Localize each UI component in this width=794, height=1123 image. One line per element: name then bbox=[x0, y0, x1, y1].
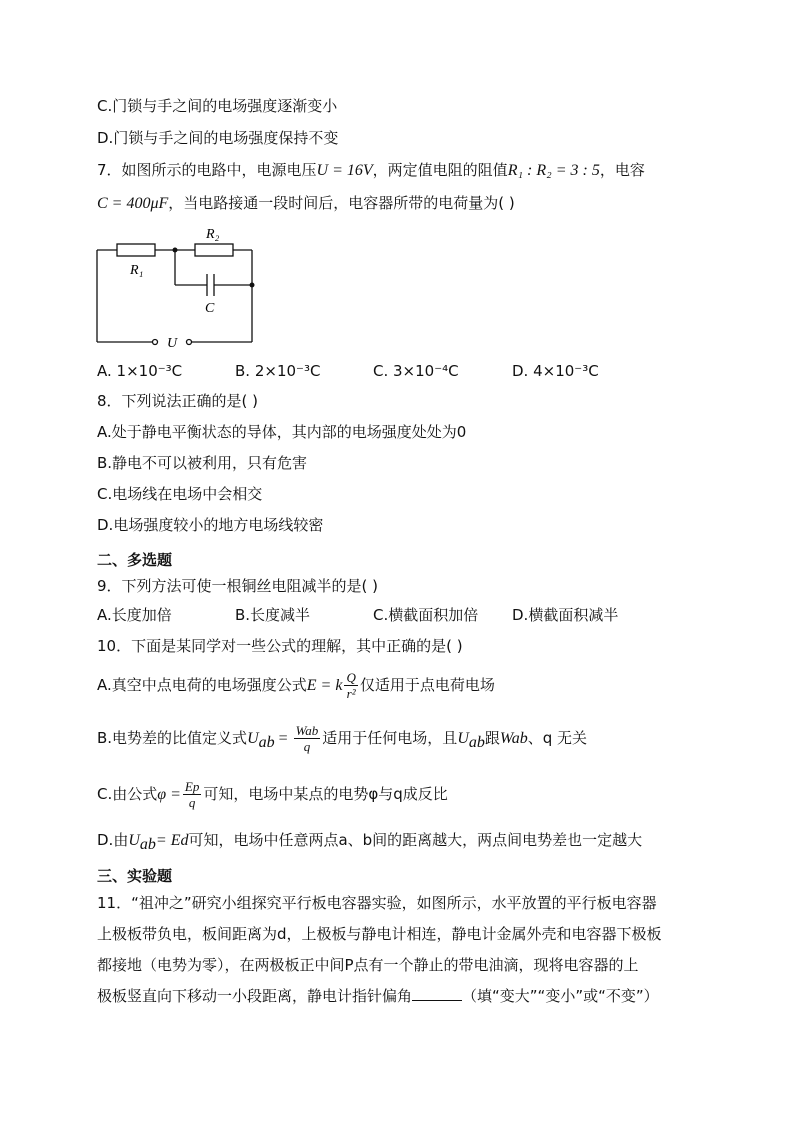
q11-line4: 极板竖直向下移动一小段距离，静电计指针偏角 （填“变大”“变小”或“不变”） bbox=[97, 987, 659, 1005]
label-r1: R₁ bbox=[130, 263, 144, 278]
q10-option-b: B.电势差的比值定义式$U_{ab}$ = $\frac{\text{Wab}}{q}$ 适用于任何电场，且$U_{ab}$跟Wab、q 无关 bbox=[97, 723, 588, 754]
q10-option-d: D.由$U_{ab}= Ed$可知，电场中任意两点a、b间的距离越大，两点间电势差也一定越大 bbox=[97, 831, 643, 853]
circuit-diagram bbox=[90, 222, 265, 352]
q9-option-c: C.横截面积加倍 bbox=[373, 606, 479, 624]
q7-option-c: C. 3×10⁻⁴C bbox=[373, 362, 459, 380]
answer-blank[interactable] bbox=[412, 986, 462, 1001]
q7-stem-line2: C = 400μF，当电路接通一段时间后，电容器所带的电荷量为( ) bbox=[97, 194, 515, 212]
q9-stem: 9．下列方法可使一根铜丝电阻减半的是( ) bbox=[97, 577, 379, 595]
q9-option-b: B.长度减半 bbox=[235, 606, 311, 624]
q11-line3: 都接地（电势为零），在两极板正中间P点有一个静止的带电油滴，现将电容器的上 bbox=[97, 956, 639, 974]
q8-option-b: B.静电不可以被利用，只有危害 bbox=[97, 454, 308, 472]
q8-option-c: C.电场线在电场中会相交 bbox=[97, 485, 263, 503]
resistor-r2 bbox=[195, 244, 233, 256]
q10-option-a: A.真空中点电荷的电场强度公式E = k $\frac{Q}{\text{r²}}$ 仅适用于点电荷电场 bbox=[97, 670, 495, 701]
section-title-experiment: 三、实验题 bbox=[97, 867, 173, 885]
q8-option-d: D.电场强度较小的地方电场线较密 bbox=[97, 516, 324, 534]
q7-option-d: D. 4×10⁻³C bbox=[512, 362, 599, 380]
section-title-multiple-choice: 二、多选题 bbox=[97, 551, 173, 569]
q10-stem: 10．下面是某同学对一些公式的理解，其中正确的是( ) bbox=[97, 637, 463, 655]
q7-stem-line1: 7．如图所示的电路中，电源电压U = 16V，两定值电阻的阻值R₁ : R₂ = 3 : 5，电容 bbox=[97, 161, 645, 179]
q7-option-a: A. 1×10⁻³C bbox=[97, 362, 183, 380]
label-r2: R₂ bbox=[206, 227, 220, 242]
q7-option-b: B. 2×10⁻³C bbox=[235, 362, 321, 380]
terminal-left bbox=[153, 340, 158, 345]
label-u: U bbox=[167, 336, 178, 351]
q11-line2: 上极板带负电，板间距离为d，上极板与静电计相连，静电计金属外壳和电容器下极板 bbox=[97, 925, 662, 943]
label-c: C bbox=[205, 301, 215, 316]
q9-option-d: D.横截面积减半 bbox=[512, 606, 619, 624]
q8-option-a: A.处于静电平衡状态的导体，其内部的电场强度处处为0 bbox=[97, 423, 467, 441]
q11-line1: 11．“祖冲之”研究小组探究平行板电容器实验，如图所示，水平放置的平行板电容器 bbox=[97, 894, 657, 912]
resistor-r1 bbox=[117, 244, 155, 256]
q9-option-a: A.长度加倍 bbox=[97, 606, 172, 624]
q6-option-d: D.门锁与手之间的电场强度保持不变 bbox=[97, 129, 339, 147]
q6-option-c: C.门锁与手之间的电场强度逐渐变小 bbox=[97, 97, 338, 115]
q10-option-c: C.由公式φ = $\frac{Ep}{q}$ 可知，电场中某点的电势φ与q成反比 bbox=[97, 779, 448, 810]
terminal-right bbox=[187, 340, 192, 345]
q8-stem: 8．下列说法正确的是( ) bbox=[97, 392, 259, 410]
